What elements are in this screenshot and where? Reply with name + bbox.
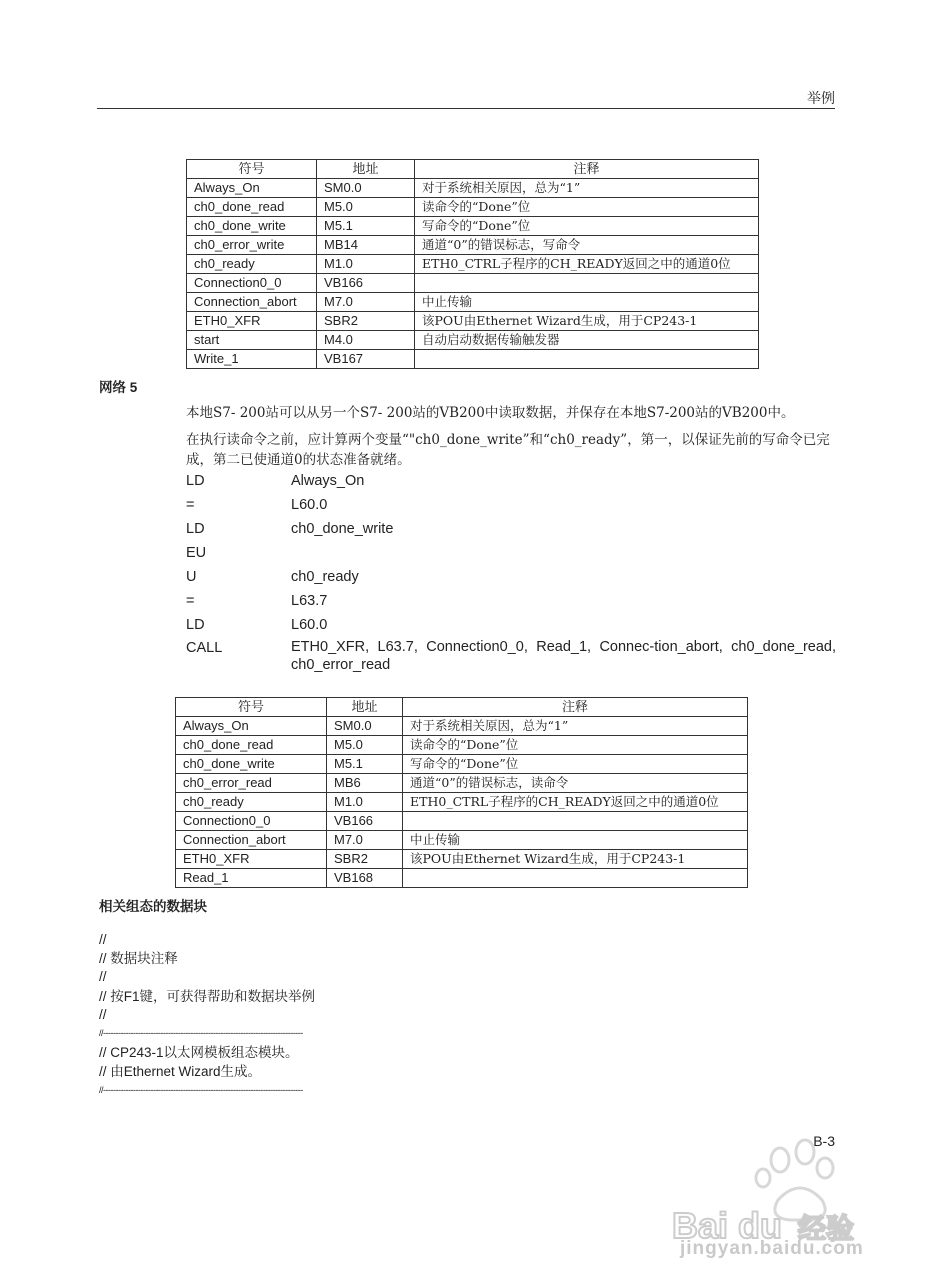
stl-opcode: LD — [186, 617, 205, 633]
datablock-title: 相关组态的数据块 — [99, 899, 207, 914]
symbol-table-1 — [186, 159, 759, 369]
table-row — [187, 350, 759, 369]
comment-line: //-------------------------------------------------------------------------------- — [99, 1028, 303, 1038]
table-body — [176, 717, 748, 888]
stl-line — [186, 543, 836, 563]
table-row — [187, 255, 759, 274]
stl-line — [186, 638, 836, 673]
symbol-cell: ch0_ready — [176, 793, 327, 812]
comment-cell: 该POU由Ethernet Wizard生成，用于CP243-1 — [415, 312, 759, 331]
stl-operand: L60.0 — [291, 617, 328, 633]
table-row — [176, 774, 748, 793]
address-cell: M5.1 — [317, 217, 415, 236]
address-cell: M1.0 — [317, 255, 415, 274]
stl-opcode: U — [186, 569, 197, 585]
table-row — [176, 755, 748, 774]
comment-cell: 写命令的“Done”位 — [403, 755, 748, 774]
comment-cell: 该POU由Ethernet Wizard生成，用于CP243-1 — [403, 850, 748, 869]
table-row — [176, 812, 748, 831]
comment-cell: 写命令的“Done”位 — [415, 217, 759, 236]
comment-cell: ETH0_CTRL子程序的CH_READY返回之中的通道0位 — [415, 255, 759, 274]
stl-opcode: LD — [186, 521, 205, 537]
comment-line: // — [99, 1007, 107, 1022]
symbol-cell: start — [187, 331, 317, 350]
comment-line: // — [99, 969, 107, 984]
table-body — [187, 179, 759, 369]
table-row — [187, 179, 759, 198]
address-cell: SBR2 — [317, 312, 415, 331]
column-header-comment: 注释 — [403, 698, 748, 717]
comment-cell — [415, 350, 759, 369]
stl-line — [186, 495, 836, 515]
symbol-cell: ch0_done_write — [176, 755, 327, 774]
symbol-cell: Always_On — [187, 179, 317, 198]
comment-line: // — [99, 932, 107, 947]
section-header: 举例 — [807, 90, 835, 106]
address-cell: SM0.0 — [327, 717, 403, 736]
table-row — [176, 736, 748, 755]
stl-operand: L63.7 — [291, 593, 328, 609]
comment-cell: 对于系统相关原因，总为“1” — [415, 179, 759, 198]
address-cell: M4.0 — [317, 331, 415, 350]
stl-operand: ch0_ready — [291, 569, 359, 585]
symbol-cell: Write_1 — [187, 350, 317, 369]
paragraph-intro: 本地S7- 200站可以从另一个S7- 200站的VB200中读取数据，并保存在本地S7-200站的VB200中。 — [186, 405, 795, 421]
address-cell: SBR2 — [327, 850, 403, 869]
svg-text:经验: 经验 — [798, 1212, 855, 1245]
symbol-cell: ETH0_XFR — [187, 312, 317, 331]
symbol-cell: Connection0_0 — [187, 274, 317, 293]
comment-line: // 由Ethernet Wizard生成。 — [99, 1064, 262, 1079]
comment-cell — [415, 274, 759, 293]
stl-operand: ch0_done_write — [291, 521, 394, 537]
address-cell: VB166 — [317, 274, 415, 293]
column-header-symbol: 符号 — [176, 698, 327, 717]
stl-line — [186, 591, 836, 611]
symbol-cell: Always_On — [176, 717, 327, 736]
symbol-cell: Connection_abort — [176, 831, 327, 850]
comment-line: // CP243-1以太网模板组态模块。 — [99, 1045, 299, 1060]
table-row — [187, 331, 759, 350]
svg-text:Bai du: Bai du — [672, 1205, 783, 1246]
table-row — [187, 274, 759, 293]
comment-cell: 自动启动数据传输触发器 — [415, 331, 759, 350]
stl-opcode: CALL — [186, 640, 223, 656]
address-cell: VB166 — [327, 812, 403, 831]
comment-cell: 中止传输 — [415, 293, 759, 312]
comment-line: //-------------------------------------------------------------------------------- — [99, 1085, 303, 1095]
symbol-cell: ch0_done_read — [176, 736, 327, 755]
symbol-cell: ch0_error_read — [176, 774, 327, 793]
symbol-cell: ETH0_XFR — [176, 850, 327, 869]
stl-operand: Always_On — [291, 473, 365, 489]
comment-cell: 通道“0”的错误标志，写命令 — [415, 236, 759, 255]
comment-line: // 按F1键，可获得帮助和数据块举例 — [99, 989, 316, 1004]
comment-cell: 中止传输 — [403, 831, 748, 850]
address-cell: M1.0 — [327, 793, 403, 812]
table-row — [187, 198, 759, 217]
page-number: B-3 — [813, 1133, 835, 1149]
stl-line — [186, 519, 836, 539]
column-header-address: 地址 — [327, 698, 403, 717]
stl-operand: L60.0 — [291, 497, 328, 513]
comment-cell — [403, 869, 748, 888]
paragraph-precondition: 在执行读命令之前，应计算两个变量“"ch0_done_write”和“ch0_ready”，第一，以保证先前的写命令已完成，第二已使通道0的状态准备就绪。 — [186, 432, 830, 468]
address-cell: M7.0 — [317, 293, 415, 312]
address-cell: MB14 — [317, 236, 415, 255]
stl-operand: ETH0_XFR, L63.7, Connection0_0, Read_1, Connec-tion_abort, ch0_done_read, ch0_error_read — [291, 639, 836, 673]
table-row — [187, 236, 759, 255]
table-row — [176, 831, 748, 850]
address-cell: VB167 — [317, 350, 415, 369]
table-row — [187, 312, 759, 331]
network-title: 网络 5 — [99, 380, 138, 395]
address-cell: M5.0 — [317, 198, 415, 217]
table-row — [176, 869, 748, 888]
symbol-cell: ch0_done_read — [187, 198, 317, 217]
comment-cell: 读命令的“Done”位 — [415, 198, 759, 217]
column-header-symbol: 符号 — [187, 160, 317, 179]
address-cell: M5.0 — [327, 736, 403, 755]
symbol-cell: Read_1 — [176, 869, 327, 888]
symbol-cell: Connection_abort — [187, 293, 317, 312]
table-row — [176, 793, 748, 812]
symbol-cell: Connection0_0 — [176, 812, 327, 831]
column-header-address: 地址 — [317, 160, 415, 179]
stl-opcode: = — [186, 497, 195, 513]
table-row — [176, 850, 748, 869]
address-cell: M5.1 — [327, 755, 403, 774]
comment-cell: 读命令的“Done”位 — [403, 736, 748, 755]
stl-opcode: EU — [186, 545, 207, 561]
watermark-url: jingyan.baidu.com — [680, 1238, 864, 1259]
address-cell: SM0.0 — [317, 179, 415, 198]
table-row — [187, 293, 759, 312]
table-row — [176, 717, 748, 736]
symbol-cell: ch0_ready — [187, 255, 317, 274]
stl-line — [186, 471, 836, 491]
symbol-table-2 — [175, 697, 748, 888]
stl-line — [186, 615, 836, 635]
stl-opcode: = — [186, 593, 195, 609]
symbol-cell: ch0_error_write — [187, 236, 317, 255]
table-row — [187, 217, 759, 236]
address-cell: M7.0 — [327, 831, 403, 850]
symbol-cell: ch0_done_write — [187, 217, 317, 236]
comment-cell: 通道“0”的错误标志，读命令 — [403, 774, 748, 793]
column-header-comment: 注释 — [415, 160, 759, 179]
comment-cell: ETH0_CTRL子程序的CH_READY返回之中的通道0位 — [403, 793, 748, 812]
stl-line — [186, 567, 836, 587]
stl-opcode: LD — [186, 473, 205, 489]
comment-cell — [403, 812, 748, 831]
address-cell: VB168 — [327, 869, 403, 888]
comment-line: // 数据块注释 — [99, 951, 178, 966]
comment-cell: 对于系统相关原因，总为“1” — [403, 717, 748, 736]
address-cell: MB6 — [327, 774, 403, 793]
header-rule — [97, 108, 835, 109]
